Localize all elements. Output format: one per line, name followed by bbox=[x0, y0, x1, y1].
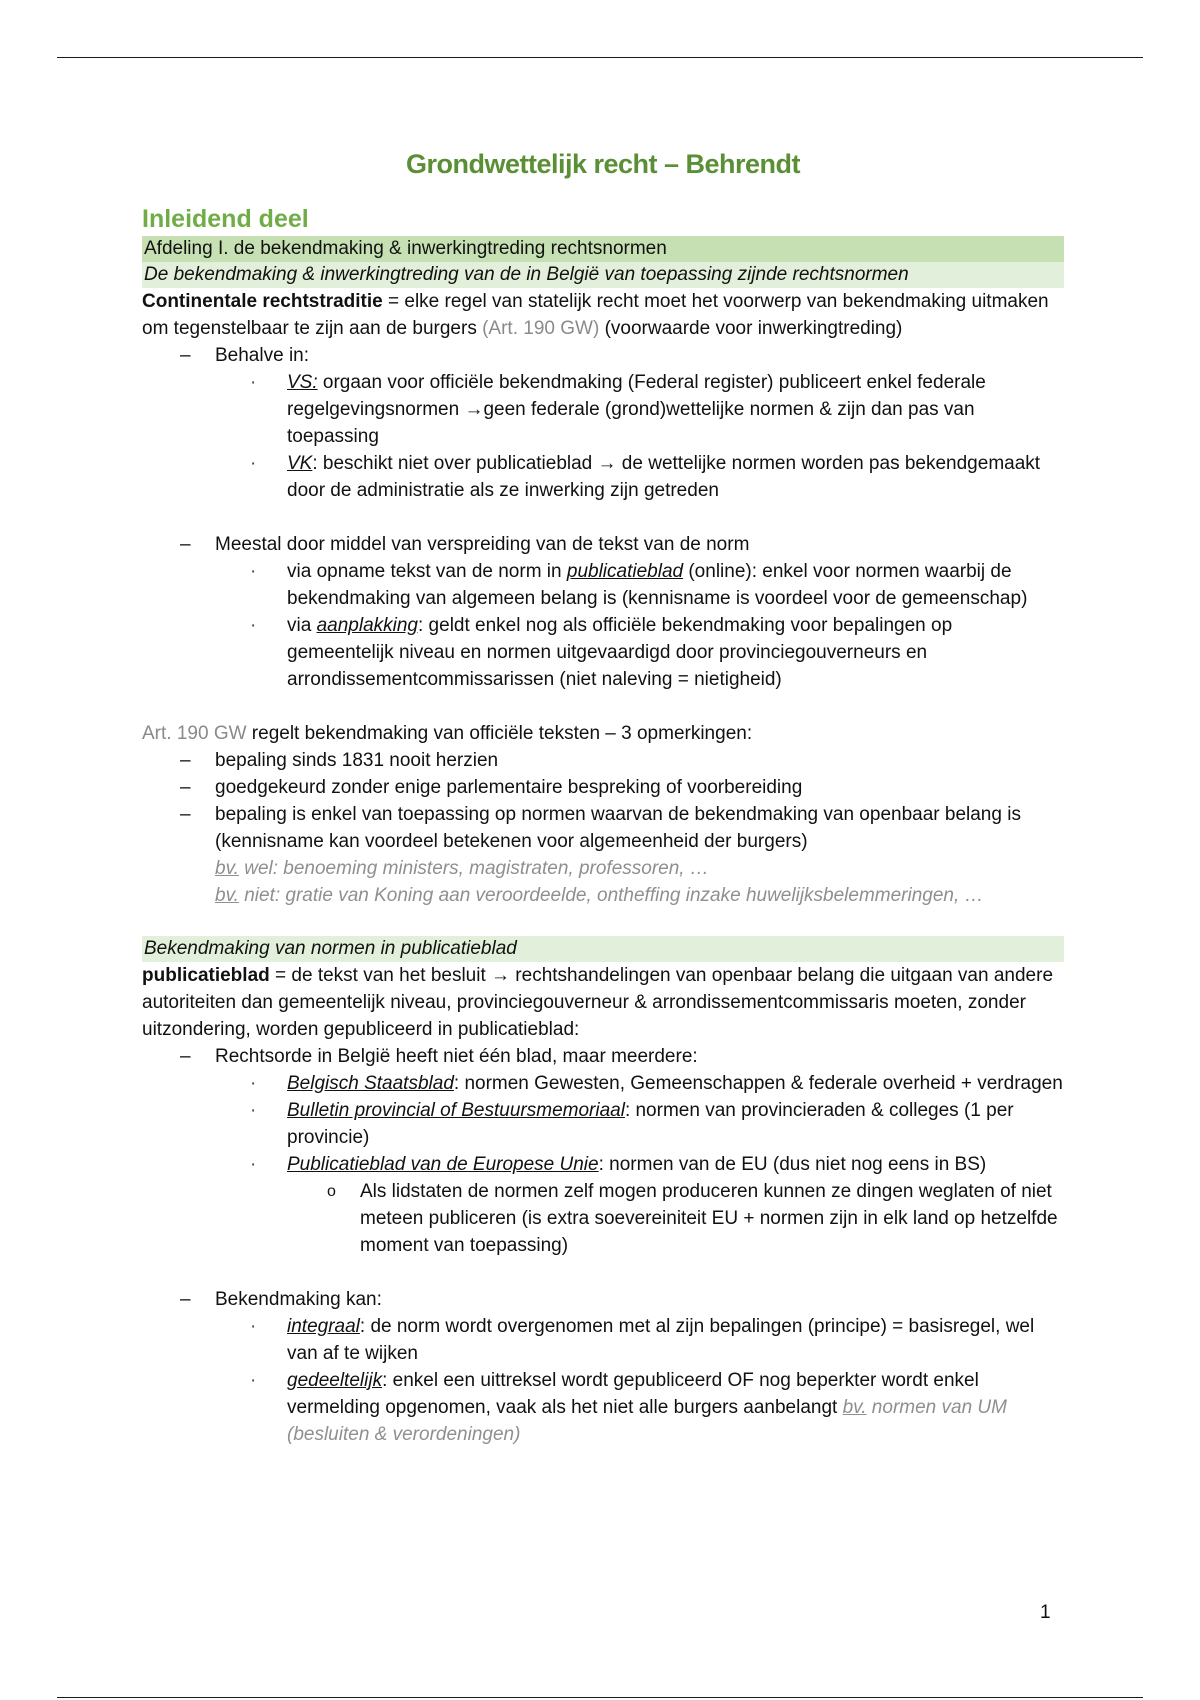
list-item-rechtsorde: – Rechtsorde in België heeft niet één blad, maar meerdere: bbox=[142, 1043, 1064, 1070]
list-item-behalve: – Behalve in: bbox=[142, 342, 1064, 369]
term-publicatieblad: publicatieblad bbox=[566, 561, 684, 582]
list-item-staatsblad: · Belgisch Staatsblad: normen Gewesten, Gemeenschappen & federale overheid + verdragen bbox=[142, 1070, 1064, 1097]
page-number: 1 bbox=[1040, 1602, 1051, 1623]
document-title: Grondwettelijk recht – Behrendt bbox=[405, 149, 801, 179]
list-item-opmerking-3: – bepaling is enkel van toepassing op normen waarvan de bekendmaking van openbaar belang is (kennisname kan voordeel betekenen voor algemeenheid der burgers) bbox=[142, 801, 1064, 855]
term-gedeeltelijk: gedeeltelijk bbox=[287, 1370, 383, 1391]
document-body bbox=[142, 140, 1064, 1448]
heading-inleidend-deel: Inleidend deel bbox=[142, 205, 309, 233]
list-item-bekendmaking-kan: – Bekendmaking kan: bbox=[142, 1286, 1064, 1313]
list-item-eu-publicatieblad: · Publicatieblad van de Europese Unie: normen van de EU (dus niet nog eens in BS) bbox=[142, 1151, 1064, 1178]
reference-art190: (Art. 190 GW) bbox=[482, 318, 600, 339]
subsection-band: De bekendmaking & inwerkingtreding van de in België van toepassing zijnde rechtsnormen bbox=[142, 262, 1064, 288]
list-item-integraal: · integraal: de norm wordt overgenomen met al zijn bepalingen (principe) = basisregel, wel van af te wijken bbox=[142, 1313, 1064, 1367]
footer-rule bbox=[57, 1697, 1143, 1698]
list-item-opmerking-1: – bepaling sinds 1831 nooit herzien bbox=[142, 747, 1064, 774]
list-item-lidstaten: o Als lidstaten de normen zelf mogen produceren kunnen ze dingen weglaten of niet meteen publiceren (is extra soevereiniteit EU + normen zijn in elk land op hetzelfde moment van toepassing) bbox=[142, 1178, 1064, 1259]
example-wel: bv. wel: benoeming ministers, magistraten, professoren, … bbox=[215, 858, 709, 879]
term-vs: VS: bbox=[287, 372, 318, 393]
band-bekendmaking-publicatieblad: Bekendmaking van normen in publicatieblad bbox=[142, 936, 1064, 962]
term-publicatieblad-def: publicatieblad bbox=[142, 965, 270, 986]
term-aanplakking: aanplakking bbox=[316, 615, 418, 636]
term-bulletin: Bulletin provincial of Bestuursmemoriaal bbox=[287, 1100, 625, 1121]
list-item-opmerking-2: – goedgekeurd zonder enige parlementaire bespreking of voorbereiding bbox=[142, 774, 1064, 801]
example-niet: bv. niet: gratie van Koning aan veroordeelde, ontheffing inzake huwelijksbelemmeringen, … bbox=[215, 885, 984, 906]
list-item-bulletin: · Bulletin provincial of Bestuursmemoriaal: normen van provincieraden & colleges (1 per provincie) bbox=[142, 1097, 1064, 1151]
list-item-meestal: – Meestal door middel van verspreiding van de tekst van de norm bbox=[142, 531, 1064, 558]
term-integraal: integraal bbox=[287, 1316, 360, 1337]
paragraph-art190: Art. 190 GW regelt bekendmaking van officiële teksten – 3 opmerkingen: bbox=[142, 723, 753, 744]
list-item-publicatieblad: · via opname tekst van de norm in publicatieblad (online): enkel voor normen waarbij de bekendmaking van algemeen belang is (kennisname is voordeel voor de gemeenschap) bbox=[142, 558, 1064, 612]
list-item-aanplakking: · via aanplakking: geldt enkel nog als officiële bekendmaking voor bepalingen op gemeentelijk niveau en normen uitgevaardigd door provinciegouverneurs en arrondissementcommissarissen (niet naleving = nietigheid) bbox=[142, 612, 1064, 693]
header-rule bbox=[57, 57, 1143, 58]
section-band: Afdeling I. de bekendmaking & inwerkingtreding rechtsnormen bbox=[142, 236, 1064, 262]
term-staatsblad: Belgisch Staatsblad bbox=[287, 1073, 454, 1094]
paragraph-publicatieblad: publicatieblad = de tekst van het besluit → rechtshandelingen van openbaar belang die uitgaan van andere autoriteiten dan gemeentelijk niveau, provinciegouverneur & arrondissementcommissaris moeten, zonder uitzondering, worden gepubliceerd in publicatieblad: bbox=[142, 965, 1054, 1040]
example-um: bv. normen van UM (besluiten & verordeningen) bbox=[287, 1397, 1007, 1445]
term-continentale: Continentale rechtstraditie bbox=[142, 291, 383, 312]
paragraph-continentale-rechtstraditie: Continentale rechtstraditie = elke regel van statelijk recht moet het voorwerp van bekendmaking uitmaken om tegenstelbaar te zijn aan de burgers (Art. 190 GW) (voorwaarde voor inwerkingtreding) bbox=[142, 291, 1049, 339]
term-vk: VK bbox=[287, 453, 313, 474]
reference-art190-gw: Art. 190 GW bbox=[142, 723, 247, 744]
list-item-vs: · VS: orgaan voor officiële bekendmaking (Federal register) publiceert enkel federale regelgevingsnormen →geen federale (grond)wettelijke normen & zijn dan pas van toepassing bbox=[142, 369, 1064, 450]
term-eu-publicatieblad: Publicatieblad van de Europese Unie bbox=[287, 1154, 599, 1175]
list-item-vk: · VK: beschikt niet over publicatieblad → de wettelijke normen worden pas bekendgemaakt door de administratie als ze inwerking zijn getreden bbox=[142, 450, 1064, 504]
list-item-gedeeltelijk: · gedeeltelijk: enkel een uittreksel wordt gepubliceerd OF nog beperkter wordt enkel vermelding opgenomen, vaak als het niet alle burgers aanbelangt bv. normen van UM (besluiten & verordeningen) bbox=[142, 1367, 1064, 1448]
